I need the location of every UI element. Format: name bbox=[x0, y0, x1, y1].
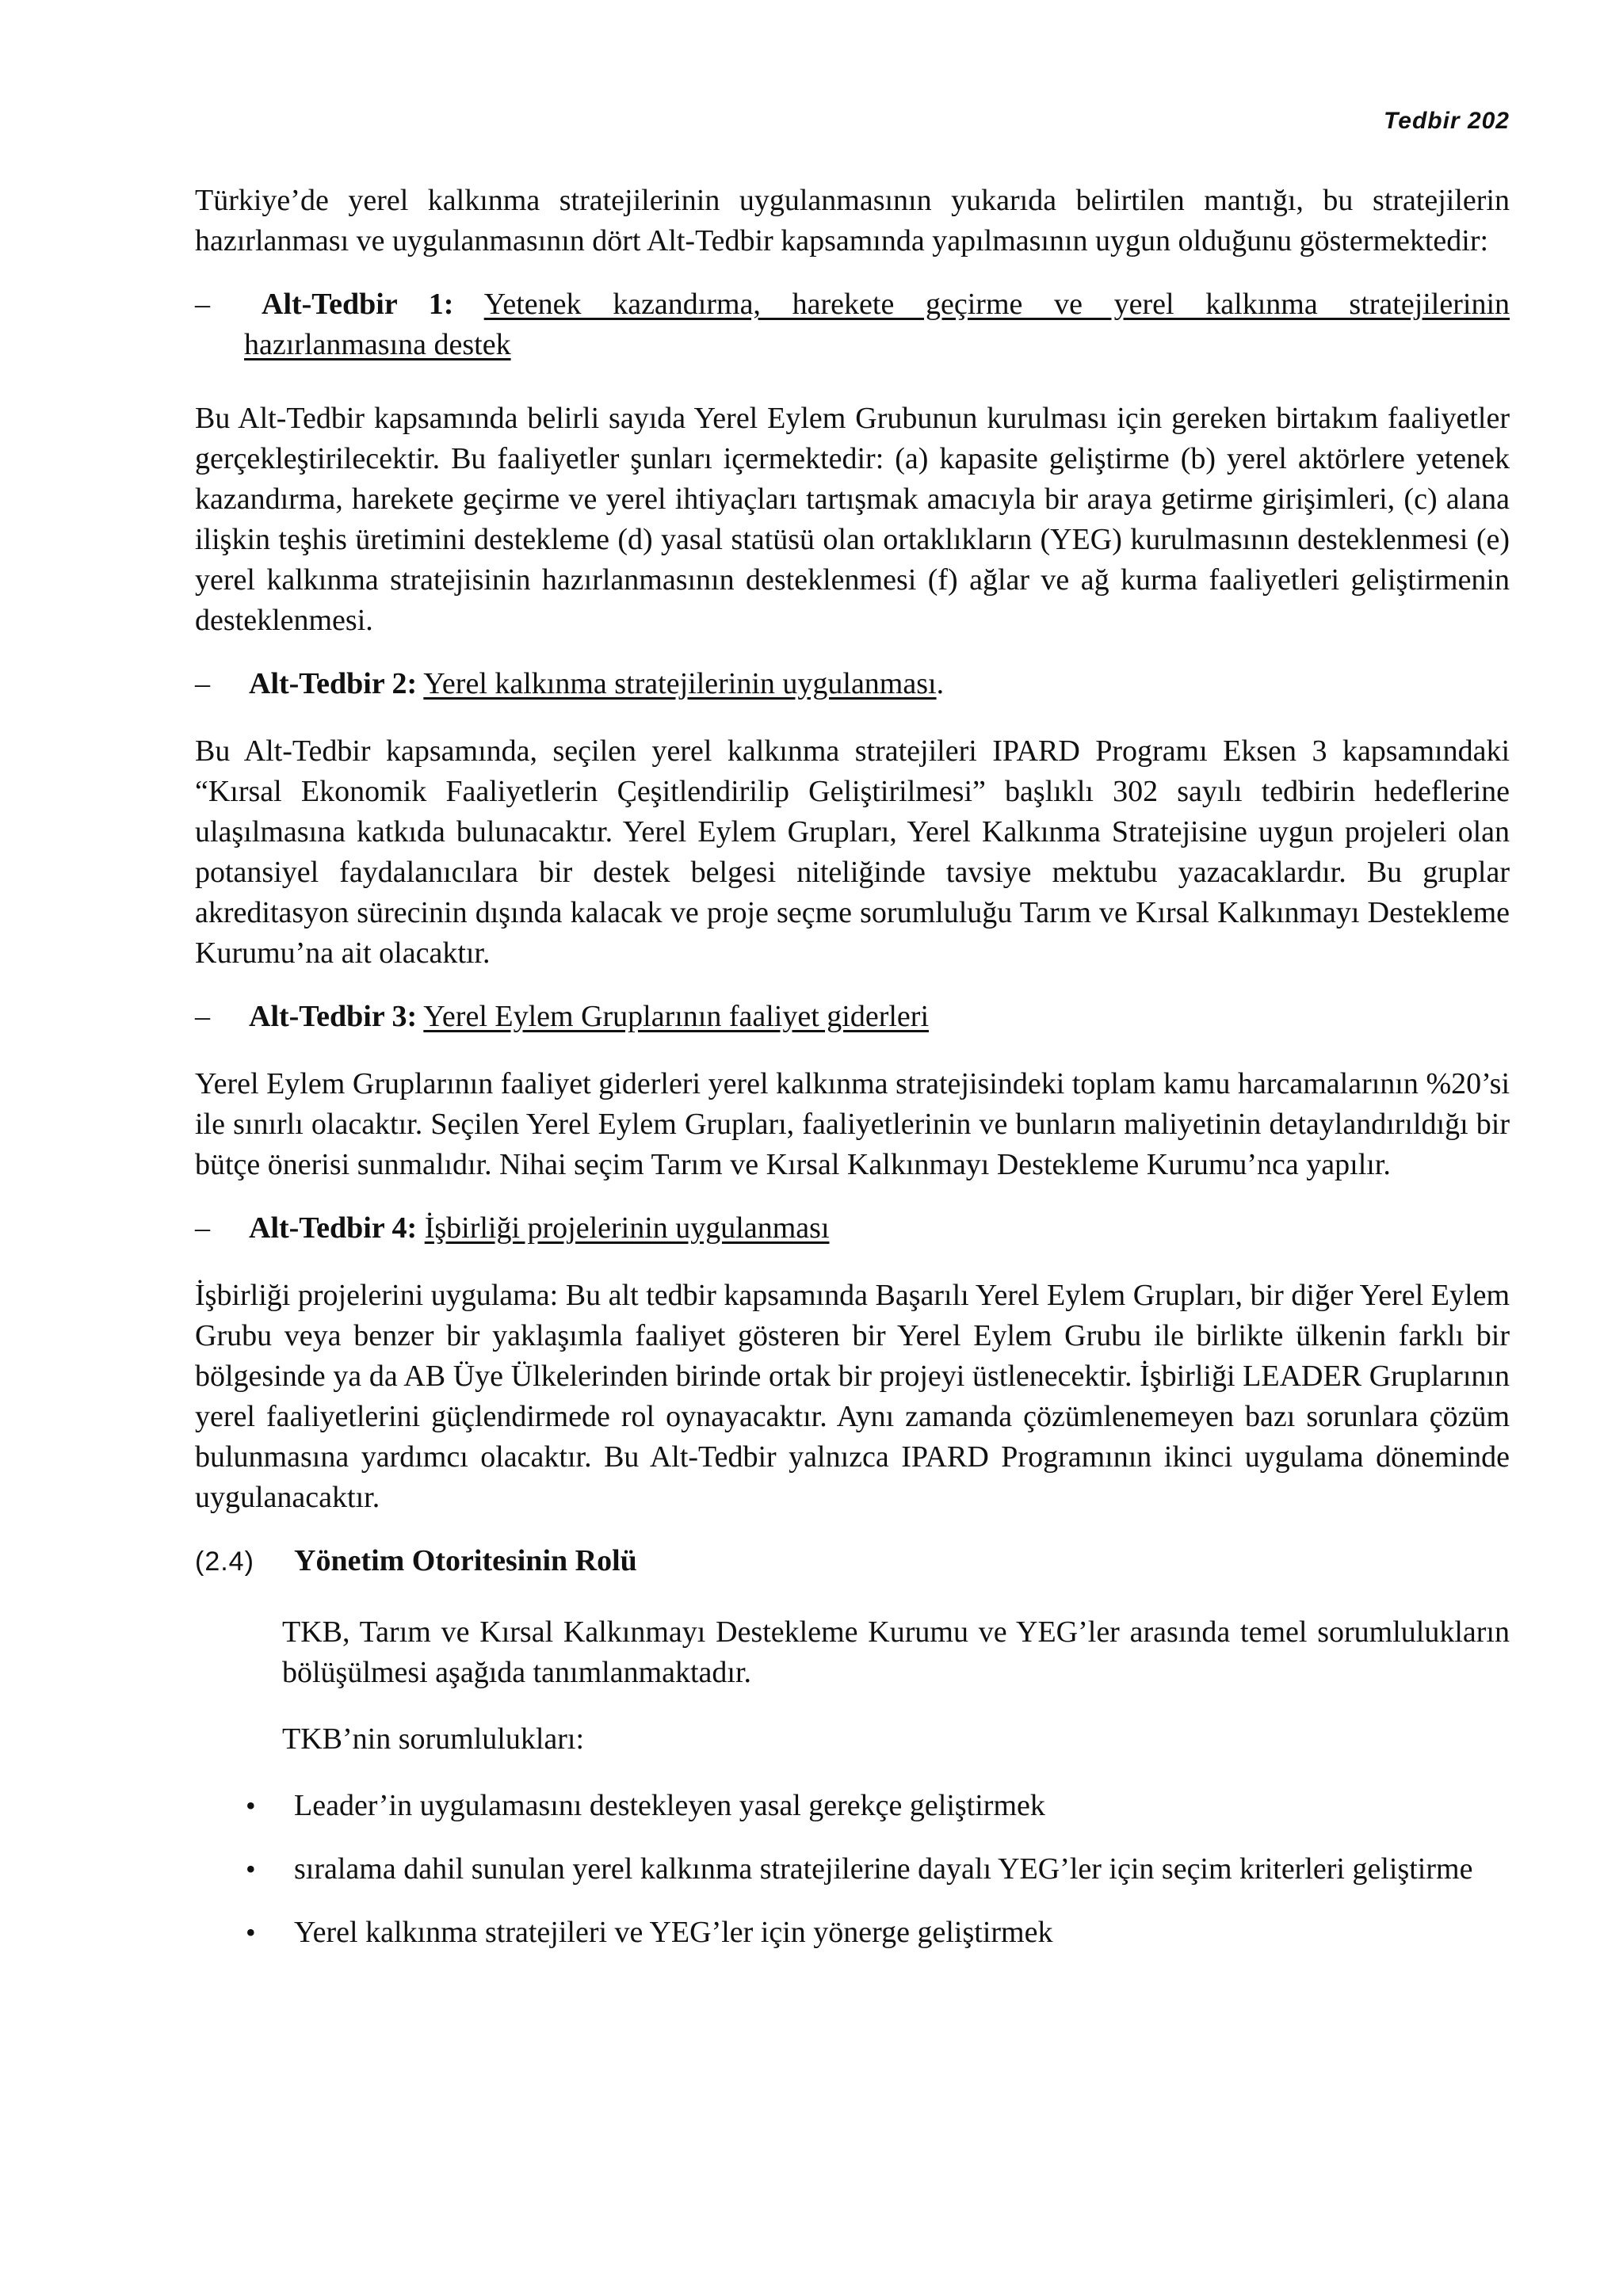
list-item-text: sıralama dahil sunulan yerel kalkınma stratejilerine dayalı YEG’ler için seçim kriterleri geliştirme bbox=[294, 1852, 1473, 1886]
alt-tedbir-4-body: İşbirliği projelerini uygulama: Bu alt tedbir kapsamında Başarılı Yerel Eylem Grupları, bir diğer Yerel Eylem Grubu veya benzer bir yaklaşımla faaliyet gösteren bir Yerel Eylem Grubu ile birlikte ülkenin farklı bir bölgesinde ya da AB Üye Ülkelerinden birinde ortak bir projeyi üstlenecektir. İşbirliği LEADER Gruplarının yerel faaliyetlerini güçlendirmede rol oynayacaktır. Aynı zamanda çözümlenemeyen bazı sorunlara çözüm bulunmasına yardımcı olacaktır. Bu Alt-Tedbir yalnızca IPARD Programının ikinci uygulama döneminde uygulanacaktır. bbox=[195, 1279, 1510, 1514]
alt-tedbir-3-title: Yerel Eylem Gruplarının faaliyet giderleri bbox=[423, 1000, 930, 1033]
alt-tedbir-1-heading bbox=[195, 284, 1510, 365]
dash-marker: – bbox=[195, 1000, 210, 1033]
alt-tedbir-3-label: Alt-Tedbir 3: bbox=[249, 1000, 418, 1033]
alt-tedbir-2-body: Bu Alt-Tedbir kapsamında, seçilen yerel kalkınma stratejileri IPARD Programı Eksen 3 kapsamındaki “Kırsal Ekonomik Faaliyetlerin Çeşitlendirilip Geliştirilmesi” başlıklı 302 sayılı tedbirin hedeflerine ulaşılmasına katkıda bulunacaktır. Yerel Eylem Grupları, Yerel Kalkınma Stratejisine uygun projeleri olan potansiyel faydalanıcılara bir destek belgesi niteliğinde tavsiye mektubu yazacaklardır. Bu gruplar akreditasyon sürecinin dışında kalacak ve proje seçme sorumluluğu Tarım ve Kırsal Kalkınmayı Destekleme Kurumu’na ait olacaktır. bbox=[195, 734, 1510, 970]
list-item bbox=[195, 1849, 1510, 1890]
responsibilities-heading: TKB’nin sorumlulukları: bbox=[282, 1722, 585, 1756]
bullet-icon: • bbox=[246, 1790, 256, 1821]
alt-tedbir-1-title-line1: Yetenek kazandırma, harekete geçirme ve yerel kalkınma stratejilerinin bbox=[483, 288, 1510, 321]
section-intro: TKB, Tarım ve Kırsal Kalkınmayı Destekleme Kurumu ve YEG’ler arasında temel sorumlulukların bölüşülmesi aşağıda tanımlanmaktadır. bbox=[282, 1615, 1510, 1689]
dash-marker: – bbox=[195, 667, 210, 700]
list-item-text: Yerel kalkınma stratejileri ve YEG’ler için yönerge geliştirmek bbox=[294, 1916, 1053, 1949]
dash-marker: – bbox=[195, 1211, 210, 1245]
alt-tedbir-3-heading bbox=[195, 997, 1510, 1037]
document-body bbox=[195, 181, 1510, 1976]
alt-tedbir-1-body: Bu Alt-Tedbir kapsamında belirli sayıda Yerel Eylem Grubunun kurulması için gereken birtakım faaliyetler gerçekleştirilecektir. Bu faaliyetler şunları içermektedir: (a) kapasite geliştirme (b) yerel aktörlere yetenek kazandırma, harekete geçirme ve yerel ihtiyaçları tartışmak amacıyla bir araya getirme girişimleri, (c) alana ilişkin teşhis üretimini destekleme (d) yasal statüsü olan ortaklıkların (YEG) kurulmasının desteklenmesi (e) yerel kalkınma stratejisinin hazırlanmasının desteklenmesi (f) ağlar ve ağ kurma faaliyetleri geliştirmenin desteklenmesi. bbox=[195, 402, 1510, 637]
section-heading bbox=[195, 1541, 1510, 1582]
responsibilities-list bbox=[195, 1786, 1510, 1953]
alt-tedbir-1-line1 bbox=[244, 284, 1510, 325]
alt-tedbir-2-title: Yerel kalkınma stratejilerinin uygulanması bbox=[423, 667, 937, 700]
list-item-text: Leader’in uygulamasını destekleyen yasal gerekçe geliştirmek bbox=[294, 1789, 1045, 1822]
page-header: Tedbir 202 bbox=[1384, 108, 1510, 134]
alt-tedbir-3-body: Yerel Eylem Gruplarının faaliyet giderleri yerel kalkınma stratejisindeki toplam kamu harcamalarının %20’si ile sınırlı olacaktır. Seçilen Yerel Eylem Grupları, faaliyetlerinin ve bunların maliyetinin detaylandırıldığı bir bütçe önerisi sunmalıdır. Nihai seçim Tarım ve Kırsal Kalkınmayı Destekleme Kurumu’nca yapılır. bbox=[195, 1067, 1510, 1181]
alt-tedbir-4-heading bbox=[195, 1208, 1510, 1249]
bullet-icon: • bbox=[246, 1853, 256, 1885]
bullet-icon: • bbox=[246, 1917, 256, 1948]
intro-paragraph: Türkiye’de yerel kalkınma stratejilerinin uygulanmasının yukarıda belirtilen mantığı, bu stratejilerin hazırlanması ve uygulanmasının dört Alt-Tedbir kapsamında yapılmasının uygun olduğunu göstermektedir: bbox=[195, 184, 1510, 257]
list-item bbox=[195, 1913, 1510, 1953]
alt-tedbir-2-heading bbox=[195, 664, 1510, 704]
dash-marker: – bbox=[195, 288, 210, 321]
section-title: Yönetim Otoritesinin Rolü bbox=[294, 1544, 637, 1577]
section-number: (2.4) bbox=[195, 1547, 254, 1577]
alt-tedbir-1-label: Alt-Tedbir 1: bbox=[262, 288, 454, 321]
alt-tedbir-2-suffix: . bbox=[936, 667, 945, 700]
list-item bbox=[195, 1786, 1510, 1826]
alt-tedbir-2-label: Alt-Tedbir 2: bbox=[249, 667, 418, 700]
alt-tedbir-4-title: İşbirliği projelerinin uygulanması bbox=[424, 1211, 830, 1245]
alt-tedbir-1-title-line2: hazırlanmasına destek bbox=[244, 328, 511, 361]
alt-tedbir-4-label: Alt-Tedbir 4: bbox=[249, 1211, 418, 1245]
